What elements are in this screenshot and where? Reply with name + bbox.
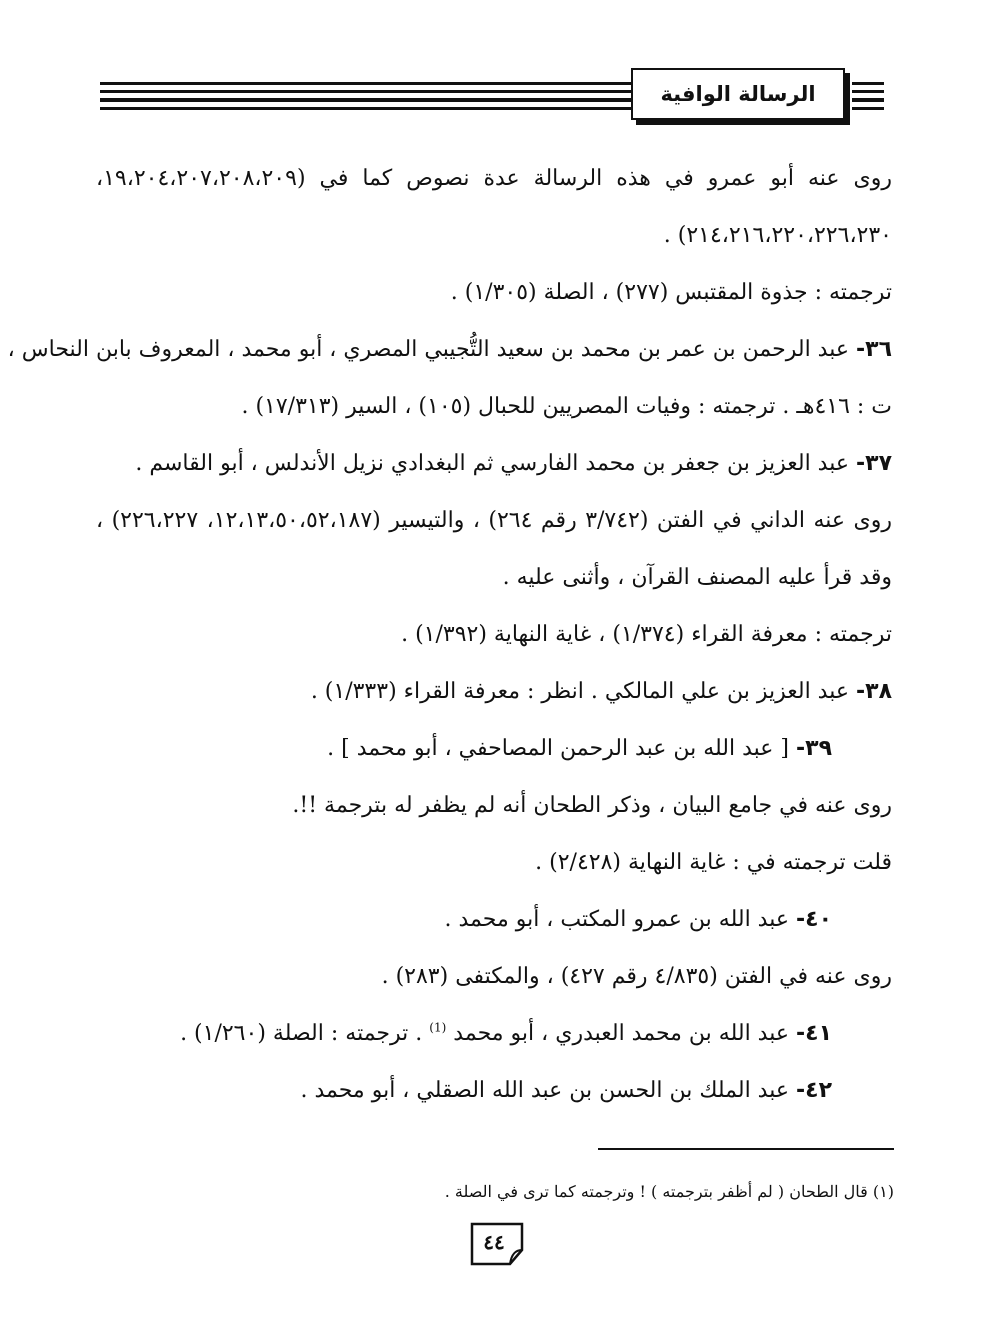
entry-number: ٤١- <box>796 1021 832 1046</box>
text-line: قلت ترجمته في : غاية النهاية (٢/٤٢٨) . <box>535 850 892 875</box>
entry-number: ٤٢- <box>796 1078 832 1103</box>
text-line: روى عنه في جامع البيان ، وذكر الطحان أنه لم يظفر له بترجمة !!. <box>292 793 892 818</box>
text-line: ترجمته : معرفة القراء (١/٣٧٤) ، غاية النهاية (١/٣٩٢) . <box>401 622 892 647</box>
entry-text: عبد العزيز بن علي المالكي . انظر : معرفة القراء (١/٣٣٣) . <box>310 679 849 704</box>
text-line: ترجمته : جذوة المقتبس (٢٧٧) ، الصلة (١/٣٠٥) . <box>450 280 892 305</box>
entry-line <box>96 663 892 720</box>
entry-line <box>96 891 892 948</box>
header-rule-right <box>852 82 884 112</box>
entry-text-cont: . ترجمته : الصلة (١/٢٦٠) . <box>180 1021 423 1046</box>
footnote-separator <box>598 1148 894 1150</box>
running-title-box <box>631 68 845 120</box>
text-line: روى عنه الداني في الفتن (٣/٧٤٢ رقم ٢٦٤) ، والتيسير (١٢،١٣،٥٠،٥٢،١٨٧، ٢٢٦،٢٢٧) ، <box>96 508 892 533</box>
entry-line <box>7 321 892 378</box>
entry-line <box>96 435 892 492</box>
page-number-box <box>470 1222 530 1266</box>
page-body <box>7 150 892 1119</box>
entry-text: عبد الله بن عمرو المكتب ، أبو محمد . <box>444 907 789 932</box>
text-line: روى عنه أبو عمرو في هذه الرسالة عدة نصوص كما في (١٩،٢٠٤،٢٠٧،٢٠٨،٢٠٩، <box>96 166 892 191</box>
text-line: ت : ٤١٦هـ . ترجمته : وفيات المصريين للحبال (١٠٥) ، السير (١٧/٣١٣) . <box>241 394 892 419</box>
entry-number: ٣٧- <box>856 451 892 476</box>
entry-text: عبد العزيز بن جعفر بن محمد الفارسي ثم البغدادي نزيل الأندلس ، أبو القاسم . <box>135 451 849 476</box>
entry-text: عبد الرحمن بن عمر بن محمد بن سعيد التُّجيبي المصري ، أبو محمد ، المعروف بابن النحاس ، <box>7 337 849 362</box>
entry-number: ٣٦- <box>856 337 892 362</box>
entry-text: [ عبد الله بن عبد الرحمن المصاحفي ، أبو محمد ] . <box>327 736 789 761</box>
entry-number: ٣٩- <box>796 736 832 761</box>
entry-number: ٤٠- <box>796 907 832 932</box>
page-number: ٤٤ <box>483 1230 505 1254</box>
entry-text: عبد الملك بن الحسن بن عبد الله الصقلي ، أبو محمد . <box>300 1078 789 1103</box>
text-line: وقد قرأ عليه المصنف القرآن ، وأثنى عليه . <box>502 565 892 590</box>
entry-number: ٣٨- <box>856 679 892 704</box>
running-title: الرسالة الوافية <box>660 82 816 106</box>
text-line: روى عنه في الفتن (٤/٨٣٥ رقم ٤٢٧) ، والمكتفى (٢٨٣) . <box>381 964 892 989</box>
entry-line <box>96 720 892 777</box>
text-line: ٢١٤،٢١٦،٢٢٠،٢٢٦،٢٣٠) . <box>663 223 892 248</box>
entry-line <box>96 1005 892 1062</box>
footnote-ref: (1) <box>429 1020 447 1035</box>
entry-text: عبد الله بن محمد العبدري ، أبو محمد <box>453 1021 789 1046</box>
entry-line <box>96 1062 892 1119</box>
footnote: (١) قال الطحان ( لم أظفر بترجمته ) ! وترجمته كما ترى في الصلة . <box>444 1182 894 1201</box>
header-rule-left <box>100 82 632 112</box>
